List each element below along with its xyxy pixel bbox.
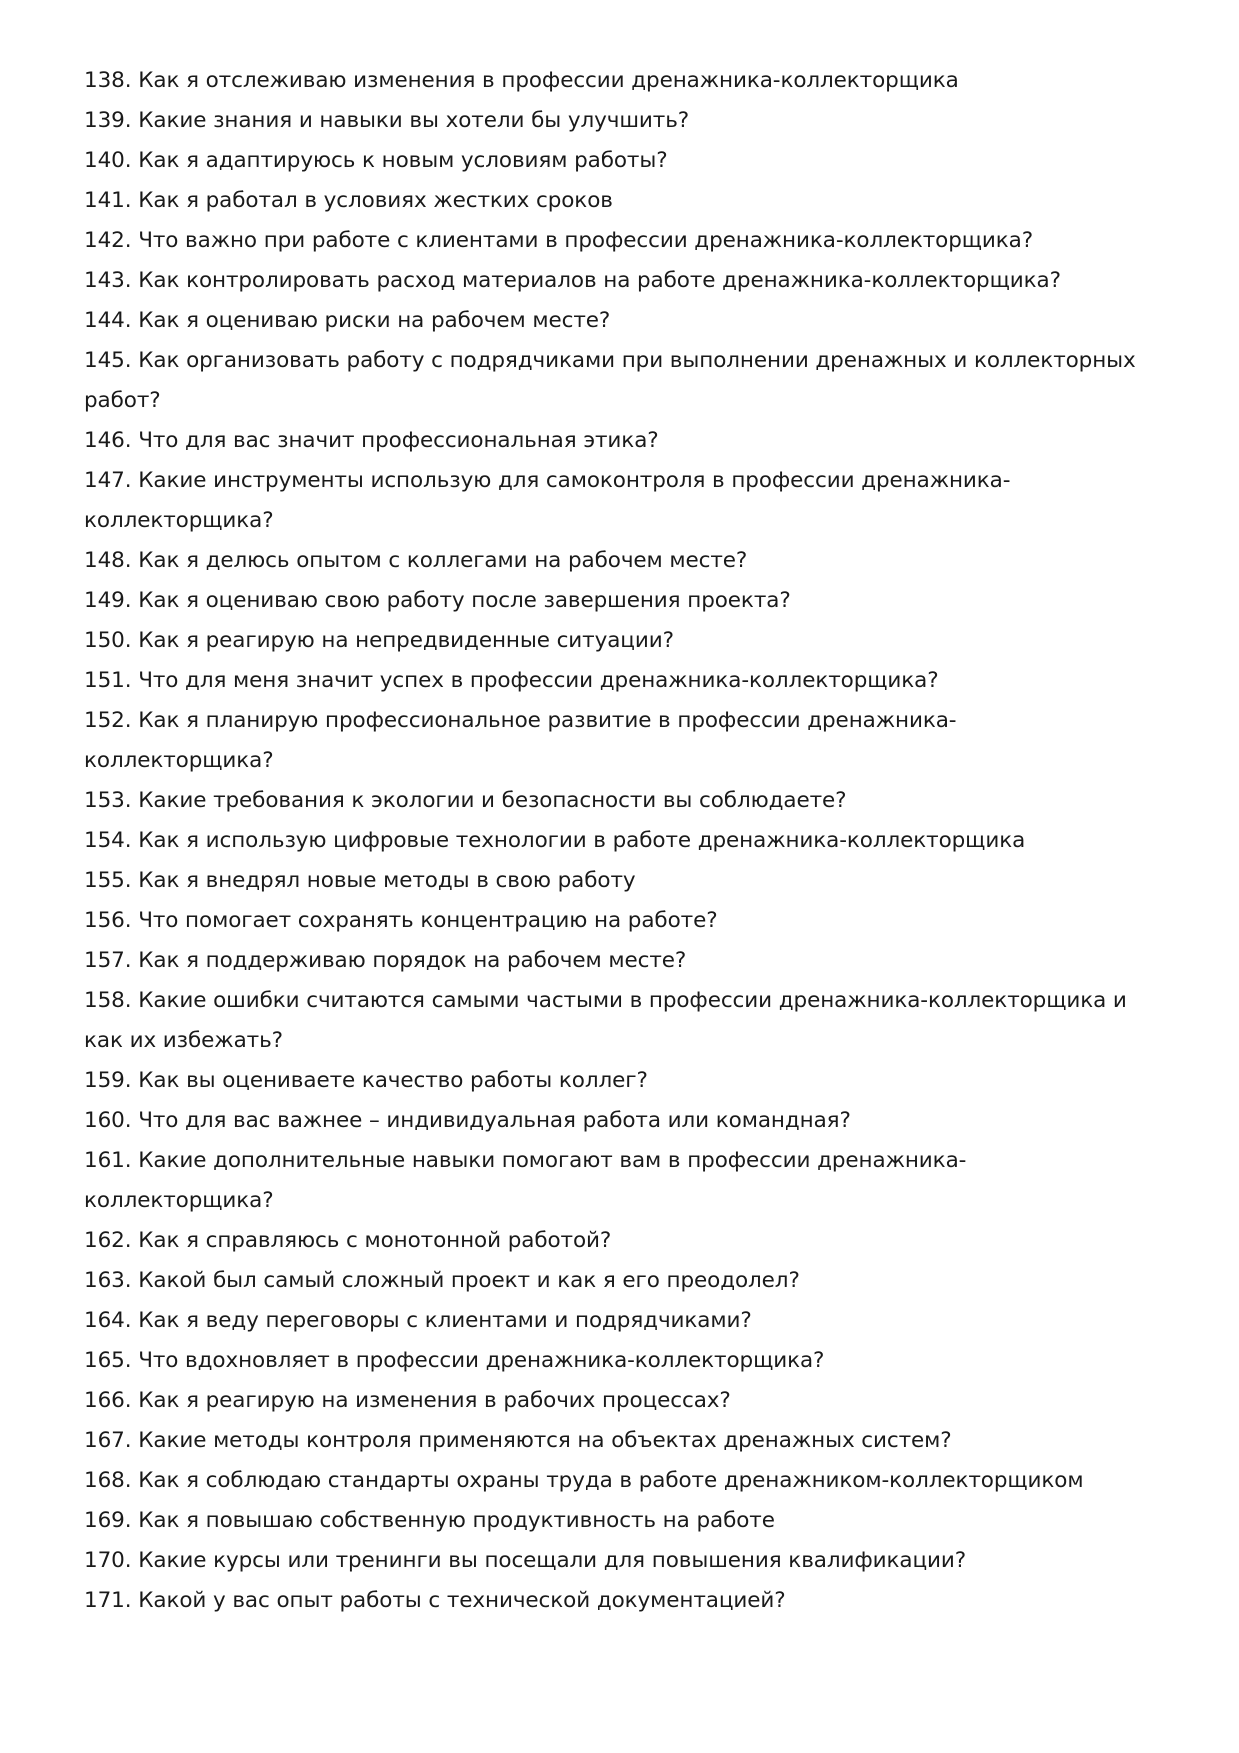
question-item [84,1061,1164,1101]
question-item [84,1141,1164,1221]
question-text-line: как их избежать? [84,1028,283,1053]
question-text-line: 168. Как я соблюдаю стандарты охраны труда в работе дренажником-коллекторщиком [84,1468,1084,1493]
question-item [84,621,1164,661]
question-item [84,1421,1164,1461]
question-item [84,941,1164,981]
question-item [84,181,1164,221]
question-text-line: 151. Что для меня значит успех в профессии дренажника-коллекторщика? [84,668,939,693]
question-list [84,61,1164,1621]
question-text-line: коллекторщика? [84,508,274,533]
question-item [84,981,1164,1061]
question-text-line: 164. Как я веду переговоры с клиентами и подрядчиками? [84,1308,752,1333]
question-text-line: 157. Как я поддерживаю порядок на рабочем месте? [84,948,687,973]
question-item [84,1261,1164,1301]
question-item [84,1381,1164,1421]
question-text-line: 171. Какой у вас опыт работы с технической документацией? [84,1588,786,1613]
question-text-line: 145. Как организовать работу с подрядчиками при выполнении дренажных и коллекторных [84,348,1136,373]
question-item [84,901,1164,941]
question-text-line: 150. Как я реагирую на непредвиденные ситуации? [84,628,674,653]
question-text-line: 153. Какие требования к экологии и безопасности вы соблюдаете? [84,788,847,813]
question-text-line: 144. Как я оцениваю риски на рабочем месте? [84,308,611,333]
question-item [84,341,1164,421]
question-text-line: 152. Как я планирую профессиональное развитие в профессии дренажника- [84,708,957,733]
question-text-line: 143. Как контролировать расход материалов на работе дренажника-коллекторщика? [84,268,1061,293]
question-item [84,301,1164,341]
question-text-line: 161. Какие дополнительные навыки помогают вам в профессии дренажника- [84,1148,967,1173]
question-text-line: 163. Какой был самый сложный проект и как я его преодолел? [84,1268,800,1293]
question-item [84,701,1164,781]
question-text-line: 142. Что важно при работе с клиентами в профессии дренажника-коллекторщика? [84,228,1034,253]
question-text-line: 148. Как я делюсь опытом с коллегами на рабочем месте? [84,548,748,573]
question-item [84,421,1164,461]
question-text-line: 154. Как я использую цифровые технологии в работе дренажника-коллекторщика [84,828,1026,853]
question-text-line: 162. Как я справляюсь с монотонной работой? [84,1228,612,1253]
question-text-line: 155. Как я внедрял новые методы в свою работу [84,868,636,893]
question-item [84,1341,1164,1381]
question-text-line: 169. Как я повышаю собственную продуктивность на работе [84,1508,775,1533]
question-item [84,541,1164,581]
question-text-line: 139. Какие знания и навыки вы хотели бы улучшить? [84,108,690,133]
question-item [84,861,1164,901]
question-text-line: 146. Что для вас значит профессиональная этика? [84,428,659,453]
question-text-line: 158. Какие ошибки считаются самыми частыми в профессии дренажника-коллекторщика и [84,988,1127,1013]
question-item [84,261,1164,301]
question-text-line: 140. Как я адаптируюсь к новым условиям работы? [84,148,668,173]
question-text-line: 138. Как я отслеживаю изменения в профессии дренажника-коллекторщика [84,68,959,93]
question-item [84,1221,1164,1261]
question-item [84,461,1164,541]
question-text-line: 159. Как вы оцениваете качество работы коллег? [84,1068,648,1093]
question-item [84,1301,1164,1341]
question-text-line: 141. Как я работал в условиях жестких сроков [84,188,613,213]
question-text-line: 167. Какие методы контроля применяются на объектах дренажных систем? [84,1428,952,1453]
question-text-line: 156. Что помогает сохранять концентрацию на работе? [84,908,718,933]
question-text-line: коллекторщика? [84,748,274,773]
question-item [84,781,1164,821]
question-text-line: 165. Что вдохновляет в профессии дренажника-коллекторщика? [84,1348,825,1373]
question-item [84,821,1164,861]
question-item [84,141,1164,181]
question-item [84,581,1164,621]
question-item [84,1541,1164,1581]
question-item [84,101,1164,141]
question-text-line: коллекторщика? [84,1188,274,1213]
question-item [84,1101,1164,1141]
question-item [84,1581,1164,1621]
question-item [84,221,1164,261]
question-text-line: 166. Как я реагирую на изменения в рабочих процессах? [84,1388,731,1413]
question-text-line: работ? [84,388,161,413]
question-item [84,61,1164,101]
question-item [84,661,1164,701]
question-text-line: 160. Что для вас важнее – индивидуальная работа или командная? [84,1108,851,1133]
question-text-line: 149. Как я оцениваю свою работу после завершения проекта? [84,588,791,613]
question-text-line: 170. Какие курсы или тренинги вы посещали для повышения квалификации? [84,1548,967,1573]
question-item [84,1501,1164,1541]
question-item [84,1461,1164,1501]
question-text-line: 147. Какие инструменты использую для самоконтроля в профессии дренажника- [84,468,1011,493]
